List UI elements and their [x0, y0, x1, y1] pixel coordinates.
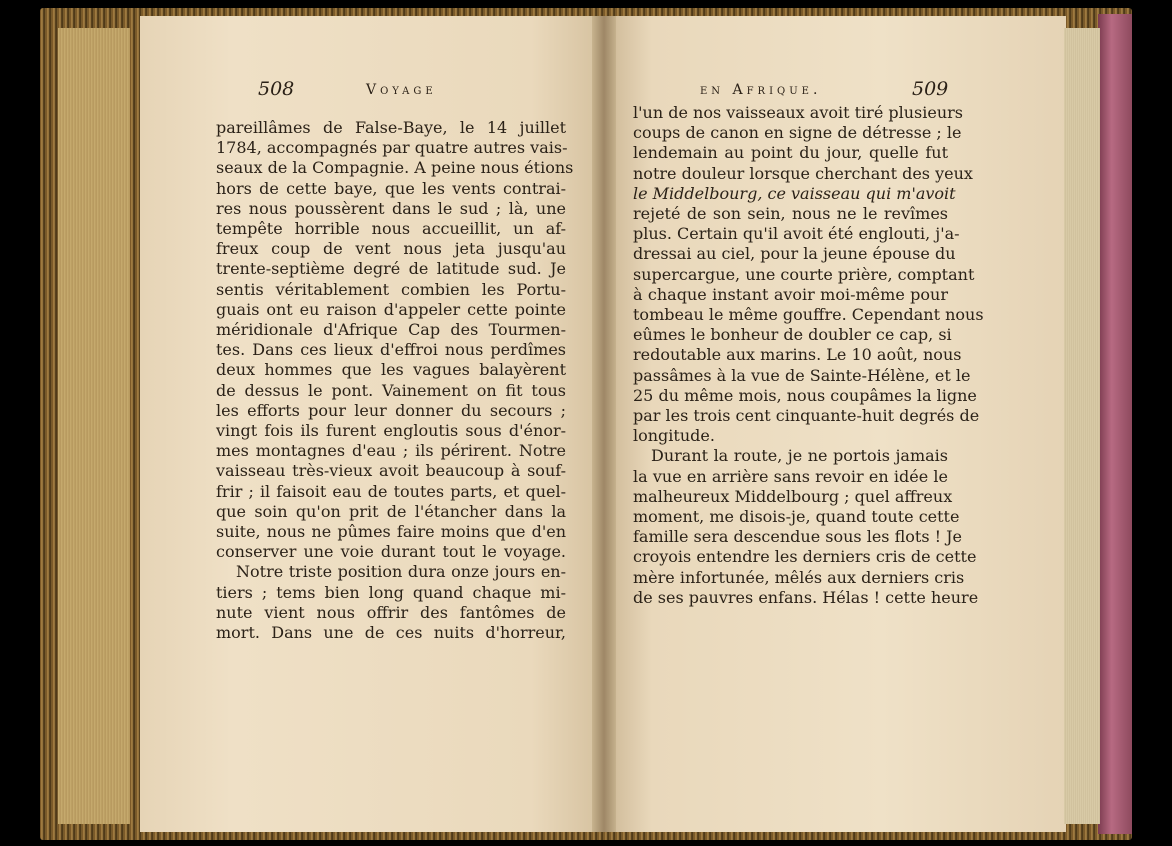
text-line: res nous poussèrent dans le sud ; là, une	[216, 198, 566, 218]
text-line: vaisseau très-vieux avoit beaucoup à souf-	[216, 461, 566, 481]
right-page-text	[633, 103, 984, 608]
text-line: freux coup de vent nous jeta jusqu'au	[216, 239, 566, 259]
page-edges-left	[58, 28, 130, 824]
text-line: coups de canon en signe de détresse ; le	[633, 123, 962, 143]
text-line: malheureux Middelbourg ; quel affreux	[633, 486, 953, 506]
text-line: guais ont eu raison d'appeler cette pointe	[216, 299, 566, 319]
text-line: nute vient nous offrir des fantômes de	[216, 602, 566, 622]
text-line: pareillâmes de False-Baye, le 14 juillet	[216, 118, 566, 137]
text-line: plus. Certain qu'il avoit été englouti, j'a-	[633, 224, 960, 244]
text-line: 1784, accompagnés par quatre autres vais-	[216, 138, 568, 158]
page-edges-right	[1064, 28, 1100, 824]
text-line: eûmes le bonheur de doubler ce cap, si	[633, 325, 952, 345]
marbled-endpaper	[1098, 14, 1132, 834]
text-line: Notre triste position dura onze jours en-	[236, 562, 566, 582]
text-line: mes montagnes d'eau ; ils périrent. Notre	[216, 441, 566, 461]
text-line: croyois entendre les derniers cris de cette	[633, 547, 977, 567]
book-gutter	[592, 16, 616, 832]
text-line: redoutable aux marins. Le 10 août, nous	[633, 345, 962, 365]
text-line: par les trois cent cinquante-huit degrés de	[633, 406, 980, 426]
running-head-right: en Afrique.	[700, 82, 822, 98]
text-line: Durant la route, je ne portois jamais	[651, 446, 948, 466]
text-line: frir ; il faisoit eau de toutes parts, et quel-	[216, 481, 566, 501]
text-line: notre douleur lorsque cherchant des yeux	[633, 163, 973, 183]
text-line: famille sera descendue sous les flots ! Je	[633, 527, 963, 547]
running-head-left: Voyage	[366, 82, 437, 98]
text-line: la vue en arrière sans revoir en idée le	[633, 466, 948, 486]
text-line: tombeau le même gouffre. Cependant nous	[633, 305, 984, 325]
text-line: trente-septième degré de latitude sud. Je	[216, 259, 566, 279]
text-line: à chaque instant avoir moi-même pour	[633, 284, 948, 304]
text-line: de dessus le pont. Vainement on fit tous	[216, 380, 566, 400]
text-line: tempête horrible nous accueillit, un af-	[216, 219, 566, 239]
text-line: deux hommes que les vagues balayèrent	[216, 360, 566, 380]
text-line: sentis véritablement combien les Portu-	[216, 279, 566, 299]
text-line: hors de cette baye, que les vents contrai-	[216, 178, 566, 198]
text-line: seaux de la Compagnie. A peine nous étions	[216, 158, 574, 178]
text-line: méridionale d'Afrique Cap des Tourmen-	[216, 320, 566, 340]
text-line: tes. Dans ces lieux d'effroi nous perdîmes	[216, 340, 566, 360]
text-line: que soin qu'on prit de l'étancher dans la	[216, 501, 566, 521]
text-line: lendemain au point du jour, quelle fut	[633, 143, 948, 163]
page-number-right: 509	[912, 78, 949, 100]
text-line: conserver une voie durant tout le voyage.	[216, 542, 566, 562]
text-line: moment, me disois-je, quand toute cette	[633, 507, 960, 527]
text-line: le Middelbourg, ce vaisseau qui m'avoit	[633, 183, 956, 203]
text-line: dressai au ciel, pour la jeune épouse du	[633, 244, 956, 264]
text-line: longitude.	[633, 426, 715, 446]
text-line: 25 du même mois, nous coupâmes la ligne	[633, 385, 977, 405]
text-line: passâmes à la vue de Sainte-Hélène, et le	[633, 365, 971, 385]
text-line: de ses pauvres enfans. Hélas ! cette heure	[633, 587, 979, 607]
left-page-text	[216, 118, 574, 643]
text-line: mère infortunée, mêlés aux derniers cris	[633, 567, 965, 587]
text-line: l'un de nos vaisseaux avoit tiré plusieurs	[633, 103, 963, 122]
page-number-left: 508	[258, 78, 295, 100]
text-line: les efforts pour leur donner du secours ;	[216, 400, 566, 420]
text-line: tiers ; tems bien long quand chaque mi-	[216, 582, 566, 602]
text-line: supercargue, une courte prière, comptant	[633, 264, 975, 284]
text-line: suite, nous ne pûmes faire moins que d'en	[216, 522, 566, 542]
text-line: rejeté de son sein, nous ne le revîmes	[633, 204, 948, 224]
text-line: vingt fois ils furent engloutis sous d'énor-	[216, 421, 566, 441]
text-line: mort. Dans une de ces nuits d'horreur,	[216, 623, 566, 643]
